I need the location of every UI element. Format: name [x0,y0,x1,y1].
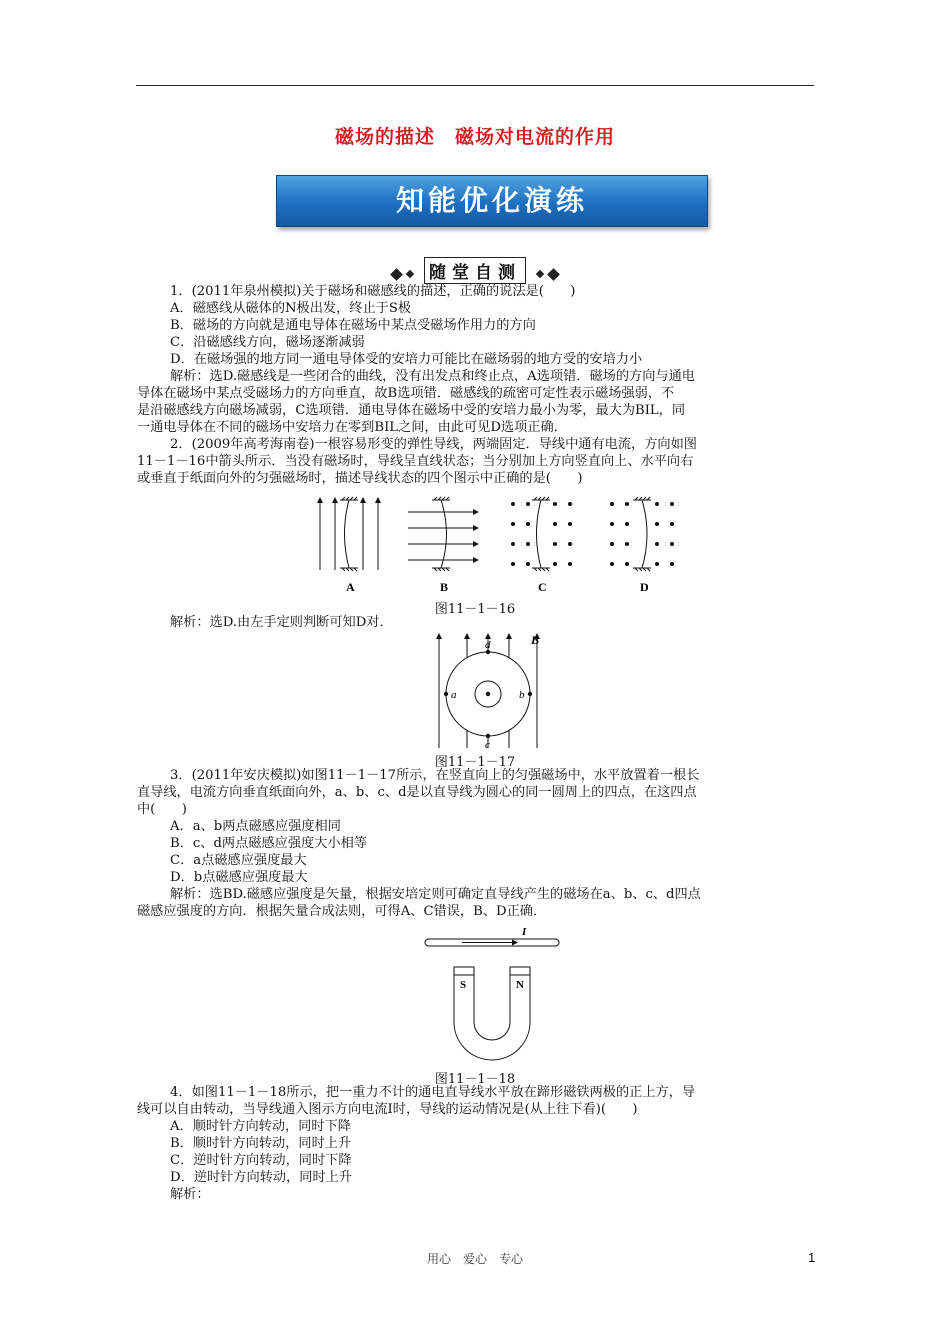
panel-a [320,497,378,571]
pole-s-label: S [460,979,467,991]
q1-option-c: C．沿磁感线方向，磁场逐渐减弱 [170,335,365,350]
fig-label-b: B [440,580,449,594]
q3-stem: 直导线，电流方向垂直纸面向外，a、b、c、d是以直导线为圆心的同一圆周上的四点，在这四点 [137,785,697,800]
q1-analysis-line: 解析：选D.磁感线是一些闭合的曲线，没有出发点和终止点，A选项错．磁场的方向与通电 [170,369,695,384]
fig-label-d: D [640,580,649,594]
q4-stem: 线可以自由转动，当导线通入图示方向电流I时，导线的运动情况是(从上往下看)( ) [137,1102,638,1117]
q4-analysis: 解析： [170,1187,210,1202]
q2-stem: 11－1－16中箭头所示．当没有磁场时，导线呈直线状态；当分别加上方向竖直向上、水平向右 [137,454,694,469]
fig-label-c: C [538,580,547,594]
q3-option-b: B．c、d两点磁感应强度大小相等 [170,836,367,851]
figure-caption: 图11－1－18 [434,1072,516,1087]
q3-analysis-line: 解析：选BD.磁感应强度是矢量，根据安培定则可确定直导线产生的磁场在a、b、c、d四点 [170,887,701,902]
q1-analysis-line: 是沿磁感线方向磁场减弱，C选项错．通电导体在磁场中受的安培力最小为零，最大为BIL，同 [137,403,686,418]
field-label-b: B [531,633,540,647]
q4-stem: 4．如图11－1－18所示，把一重力不计的通电直导线水平放在蹄形磁铁两极的正上方，导 [170,1085,696,1100]
point-b-label: b [519,689,525,701]
page-footer: 用心 爱心 专心 [426,1252,523,1266]
panel-d-field-dots [610,502,674,566]
page-title: 磁场的描述 磁场对电流的作用 [334,126,615,148]
section-label: 随堂自测 [424,257,526,284]
q1-analysis-line: 导体在磁场中某点受磁场力的方向垂直，故B选项错．磁感线的疏密可定性表示磁场强弱，不 [137,386,675,401]
figure-11-1-17 [425,630,555,750]
diamond-icon [390,268,403,281]
diamond-icon [548,268,561,281]
figure-11-1-18 [422,922,562,1062]
panel-c-field-dots [511,502,572,566]
section-banner: 知能优化演练 [276,175,708,227]
q2-stem: 或垂直于纸面向外的匀强磁场时，描述导线状态的四个图示中正确的是( ) [137,471,583,486]
current-label: I [522,926,527,938]
q1-option-a: A．磁感线从磁体的N极出发，终止于S极 [170,301,412,316]
q3-stem: 3．(2011年安庆模拟)如图11－1－17所示，在竖直向上的匀强磁场中，水平放置着一根长 [170,768,700,783]
q2-analysis: 解析：选D.由左手定则判断可知D对． [170,615,393,630]
panel-c [532,497,550,571]
q1-option-d: D．在磁场强的地方同一通电导体受的安培力可能比在磁场弱的地方受的安培力小 [170,352,643,367]
q1-option-b: B．磁场的方向就是通电导体在磁场中某点受磁场作用力的方向 [170,318,536,333]
q4-option-a: A．顺时针方向转动，同时下降 [170,1119,351,1134]
panel-d [633,497,651,571]
diamond-icon [405,270,413,278]
q2-stem: 2．(2009年高考海南卷)一根容易形变的弹性导线，两端固定．导线中通有电流，方向如图 [170,437,697,452]
figure-caption: 图11－1－16 [434,602,516,617]
q4-option-d: D．逆时针方向转动，同时上升 [170,1170,353,1185]
section-heading [0,257,950,284]
figure-11-1-16 [300,490,680,600]
fig-label-a: A [346,580,355,594]
header-rule [136,85,814,86]
q3-option-c: C．a点磁感应强度最大 [170,853,307,868]
point-d-label: d [485,639,491,651]
wire-dot [486,692,490,696]
q3-analysis-line: 磁感应强度的方向．根据矢量合成法则，可得A、C错误，B、D正确． [137,904,547,919]
q1-analysis-line: 一通电导体在不同的磁场中安培力在零到BIL之间，由此可见D选项正确． [137,420,567,435]
q1-stem: 1．(2011年泉州模拟)关于磁场和磁感线的描述，正确的说法是( ) [170,284,576,299]
q3-stem: 中( ) [137,802,187,817]
q4-option-c: C．逆时针方向转动，同时下降 [170,1153,352,1168]
diamond-icon [536,270,544,278]
point-a-label: a [451,689,457,701]
pole-n-label: N [516,979,524,991]
q3-option-d: D．b点磁感应强度最大 [170,870,308,885]
panel-b [408,497,478,571]
figure-caption: 图11－1－17 [434,755,516,770]
q3-option-a: A．a、b两点磁感应强度相同 [170,819,341,834]
point-c-label: c [485,739,490,750]
page-number: 1 [808,1250,816,1265]
q4-option-b: B．顺时针方向转动，同时上升 [170,1136,352,1151]
